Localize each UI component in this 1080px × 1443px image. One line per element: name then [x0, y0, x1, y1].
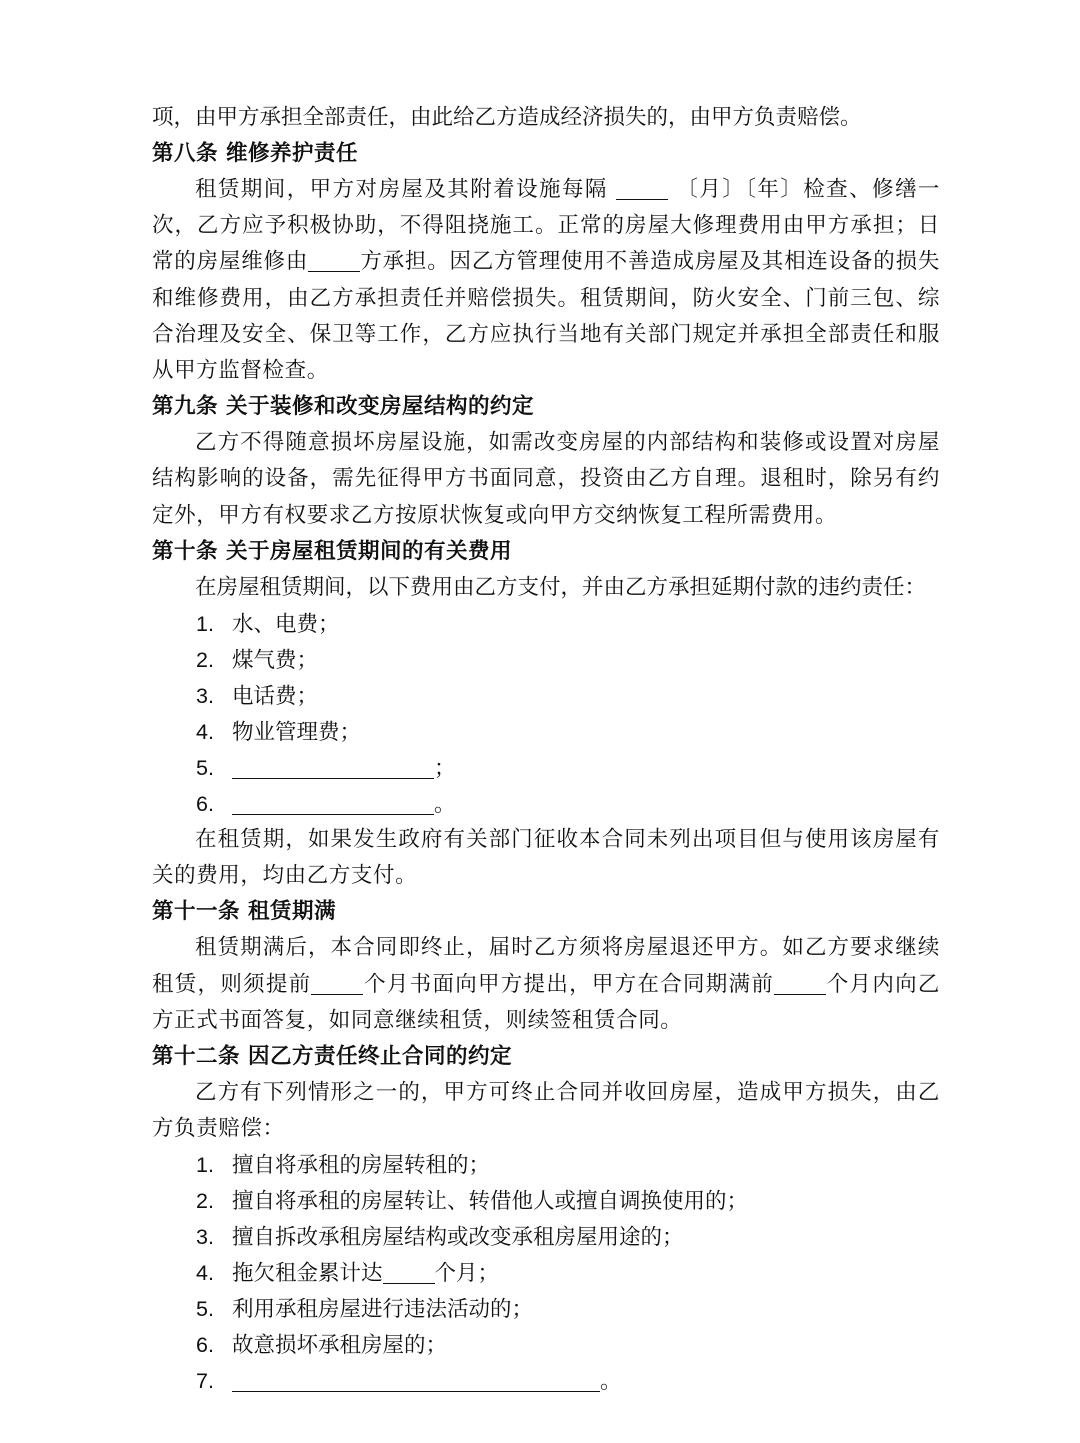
list-text: 水、电费；	[232, 612, 340, 638]
list-number: 4.	[196, 720, 214, 745]
list-text: 拖欠租金累计达	[232, 1261, 383, 1287]
list-text: ；	[434, 756, 456, 782]
article-8-text-b: 〔月〕〔年〕检查、修缮一次，乙方应予积极协助，不得阻挠施工。正常的房屋大修理费用由甲方承担；日常的房屋维修由	[152, 177, 941, 275]
text-line: 项，由甲方承担全部责任，由此给乙方造成经济损失的，由甲方负责赔偿。	[152, 105, 862, 130]
article-8-title: 第八条 维修养护责任	[152, 141, 358, 166]
list-text: 电话费；	[232, 684, 319, 710]
article-10-intro: 在房屋租赁期间，以下费用由乙方支付，并由乙方承担延期付款的违约责任：	[195, 574, 927, 600]
list-text: 故意损坏承租房屋的；	[232, 1333, 448, 1359]
article-12-intro: 乙方有下列情形之一的，甲方可终止合同并收回房屋，造成甲方损失，由乙方负责赔偿：	[152, 1080, 940, 1142]
list-text: 擅自拆改承租房屋结构或改变承租房屋用途的；	[232, 1225, 684, 1251]
list-item	[152, 1255, 940, 1291]
list-text: 利用承租房屋进行违法活动的；	[232, 1297, 534, 1323]
list-number: 5.	[196, 1297, 214, 1322]
list-item	[152, 1147, 940, 1183]
list-number: 4.	[196, 1261, 214, 1286]
list-number: 1.	[196, 1153, 214, 1178]
repair-party-blank[interactable]	[308, 249, 360, 272]
renewal-notice-blank[interactable]	[311, 972, 363, 995]
list-number: 6.	[196, 1333, 214, 1358]
article-11-title: 第十一条 租赁期满	[152, 899, 336, 925]
list-item	[152, 1363, 940, 1399]
list-text: 煤气费；	[232, 648, 319, 674]
fee-item-5-blank[interactable]	[232, 756, 434, 779]
list-item	[152, 642, 940, 678]
list-text: 物业管理费；	[232, 720, 362, 746]
list-item	[152, 1291, 940, 1327]
list-item	[152, 750, 940, 786]
article-9-title: 第九条 关于装修和改变房屋结构的约定	[152, 394, 534, 420]
article-10-paragraph: 在租赁期，如果发生政府有关部门征收本合同未列出项目但与使用该房屋有关的费用，均由乙方支付。	[152, 827, 940, 889]
termination-item-7-blank[interactable]	[232, 1369, 600, 1392]
list-item	[152, 1219, 940, 1255]
list-text: 擅自将承租的房屋转让、转借他人或擅自调换使用的；	[232, 1189, 749, 1215]
article-11-text-b: 个月书面向甲方提出，甲方在合同期满前	[363, 971, 775, 997]
article-11-text-c: 个月内向乙方正式书面答复，如同意继续租赁，则续签租赁合同。	[152, 971, 940, 1033]
list-item	[152, 606, 940, 642]
list-item	[152, 678, 940, 714]
article-8-text-c: 方承担。因乙方管理使用不善造成房屋及其相连设备的损失和维修费用，由乙方承担责任并赔偿损失。租赁期间，防火安全、门前三包、综合治理及安全、保卫等工作，乙方应执行当地有关部门规定并承担全部责任和服从甲方监督检查。	[152, 249, 940, 384]
fee-item-6-blank[interactable]	[232, 792, 434, 815]
article-10-title: 第十条 关于房屋租赁期间的有关费用	[152, 538, 512, 564]
article-9-paragraph: 乙方不得随意损坏房屋设施，如需改变房屋的内部结构和装修或设置对房屋结构影响的设备，需先征得甲方书面同意，投资由乙方自理。退租时，除另有约定外，甲方有权要求乙方按原状恢复或向甲方交纳恢复工程所需费用。	[152, 430, 940, 528]
list-number: 2.	[196, 1189, 214, 1214]
list-item	[152, 714, 940, 750]
list-number: 1.	[196, 612, 214, 637]
list-number: 2.	[196, 648, 214, 673]
reply-period-blank[interactable]	[774, 972, 826, 995]
list-text: 擅自将承租的房屋转租的；	[232, 1153, 491, 1179]
list-item	[152, 786, 940, 822]
inspection-interval-blank[interactable]	[616, 177, 668, 200]
arrears-months-blank[interactable]	[383, 1261, 435, 1284]
list-item	[152, 1183, 940, 1219]
list-text: 个月；	[434, 1261, 500, 1287]
contract-page	[152, 100, 940, 1399]
article-11-text-a: 租赁期满后，本合同即终止，届时乙方须将房屋退还甲方。如乙方要求继续租赁，则须提前	[152, 935, 940, 997]
list-number: 3.	[196, 1225, 214, 1250]
article-11-paragraph	[152, 930, 940, 1039]
list-number: 6.	[196, 792, 214, 817]
list-text: 。	[434, 792, 456, 818]
article-12-title: 第十二条 因乙方责任终止合同的约定	[152, 1044, 512, 1070]
list-number: 5.	[196, 756, 214, 781]
list-text: 。	[600, 1369, 622, 1395]
list-number: 7.	[196, 1369, 214, 1394]
list-item	[152, 1327, 940, 1363]
list-number: 3.	[196, 684, 214, 709]
article-8-text-a: 租赁期间，甲方对房屋及其附着设施每隔	[195, 177, 608, 202]
article-8-paragraph	[152, 172, 940, 389]
